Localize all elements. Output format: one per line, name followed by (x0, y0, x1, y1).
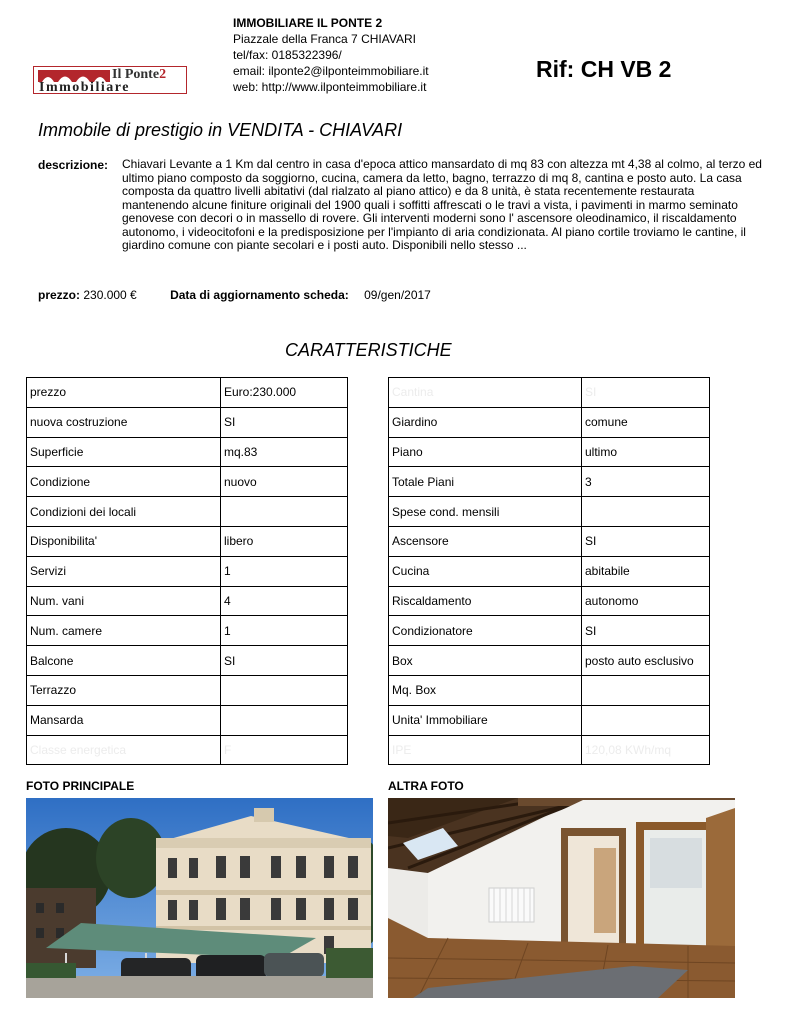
feature-value: libero (221, 526, 348, 556)
feature-key: Ascensore (389, 526, 582, 556)
feature-value (221, 497, 348, 527)
price-label: prezzo: (38, 288, 80, 302)
description-label: descrizione: (38, 158, 109, 172)
agency-email[interactable]: email: ilponte2@ilponteimmobiliare.it (233, 64, 429, 78)
agency-logo (33, 66, 187, 94)
feature-key: Mq. Box (389, 675, 582, 705)
building-exterior-image (26, 798, 373, 998)
feature-key: Box (389, 646, 582, 676)
feature-row (389, 497, 710, 527)
features-left-body (27, 378, 348, 765)
feature-row (389, 407, 710, 437)
feature-value: abitabile (582, 556, 710, 586)
agency-phone: tel/fax: 0185322396/ (233, 48, 342, 62)
feature-row (27, 378, 348, 408)
features-title: CARATTERISTICHE (285, 340, 452, 360)
agency-info (233, 15, 429, 95)
feature-key: nuova costruzione (27, 407, 221, 437)
feature-value: SI (582, 378, 710, 408)
features-table-left (26, 377, 348, 765)
logo-text-top: Il Ponte2 (112, 67, 167, 82)
feature-value: 4 (221, 586, 348, 616)
feature-key: Totale Piani (389, 467, 582, 497)
feature-row (389, 526, 710, 556)
feature-row (389, 616, 710, 646)
feature-value: mq.83 (221, 437, 348, 467)
feature-row (389, 675, 710, 705)
feature-key: Piano (389, 437, 582, 467)
feature-key: Classe energetica (27, 735, 221, 765)
features-table-right (388, 377, 710, 765)
feature-value: 1 (221, 616, 348, 646)
feature-value: 120,08 KWh/mq (582, 735, 710, 765)
feature-value: Euro:230.000 (221, 378, 348, 408)
feature-value (221, 705, 348, 735)
interior-room-image (388, 798, 735, 998)
feature-value: ultimo (582, 437, 710, 467)
feature-row (389, 705, 710, 735)
feature-row (27, 556, 348, 586)
feature-row (27, 467, 348, 497)
feature-row (27, 646, 348, 676)
feature-key: Condizionatore (389, 616, 582, 646)
other-photo-label: ALTRA FOTO (388, 779, 464, 793)
feature-row (27, 437, 348, 467)
agency-address: Piazzale della Franca 7 CHIAVARI (233, 32, 416, 46)
feature-value: 1 (221, 556, 348, 586)
feature-value (582, 675, 710, 705)
feature-value: posto auto esclusivo (582, 646, 710, 676)
feature-key: Servizi (27, 556, 221, 586)
feature-key: Condizione (27, 467, 221, 497)
update-date-value: 09/gen/2017 (364, 288, 431, 302)
feature-key: Balcone (27, 646, 221, 676)
feature-value: SI (582, 526, 710, 556)
feature-value (582, 497, 710, 527)
main-photo-label: FOTO PRINCIPALE (26, 779, 135, 793)
feature-row (389, 735, 710, 765)
feature-row (27, 586, 348, 616)
features-right-body (389, 378, 710, 765)
feature-value: nuovo (221, 467, 348, 497)
update-date-label: Data di aggiornamento scheda: (170, 288, 349, 302)
feature-key: IPE (389, 735, 582, 765)
feature-row (389, 378, 710, 408)
reference-code: Rif: CH VB 2 (536, 56, 672, 82)
feature-row (27, 675, 348, 705)
feature-key: Superficie (27, 437, 221, 467)
feature-value: comune (582, 407, 710, 437)
logo-text-bottom: Immobiliare (39, 80, 130, 95)
feature-key: Riscaldamento (389, 586, 582, 616)
feature-row (27, 616, 348, 646)
feature-row (389, 467, 710, 497)
feature-key: Mansarda (27, 705, 221, 735)
feature-key: Num. camere (27, 616, 221, 646)
feature-value: F (221, 735, 348, 765)
feature-row (27, 497, 348, 527)
description-text: Chiavari Levante a 1 Km dal centro in casa d'epoca attico mansardato di mq 83 con altezza mt 4,38 al colmo, al terzo ed ultimo piano composto da soggiorno, cucina, camera da letto, bagno, terrazzo di mq 8, cantina e posto auto. La casa composta da quattro livelli abitativi (dal rialzato al piano attico) e da 8 unità, è stata recentemente restaurata mantenendo alcune finiture originali del 1900 quali i soffitti affrescati o le travi a vista, i pavimenti in marmo seminato genovese con decori o in massello di rovere. Gli interventi moderni sono l' ascensore oleodinamico, il riscaldamento autonomo, i videocitofoni e la predisposizione per l'impianto di aria condizionata. Al piano cortile troviamo le cantine, il giardino comune con piante secolari e i posti auto. Disponibili nello stesso ... (122, 157, 762, 252)
feature-value: SI (582, 616, 710, 646)
listing-headline: Immobile di prestigio in VENDITA - CHIAVARI (38, 120, 403, 140)
feature-key: prezzo (27, 378, 221, 408)
feature-row (389, 437, 710, 467)
other-photo[interactable] (388, 798, 735, 998)
feature-key: Cantina (389, 378, 582, 408)
feature-value: SI (221, 407, 348, 437)
feature-value: autonomo (582, 586, 710, 616)
feature-row (27, 407, 348, 437)
feature-value (582, 705, 710, 735)
feature-value: SI (221, 646, 348, 676)
feature-key: Cucina (389, 556, 582, 586)
feature-key: Unita' Immobiliare (389, 705, 582, 735)
feature-key: Spese cond. mensili (389, 497, 582, 527)
feature-key: Terrazzo (27, 675, 221, 705)
feature-row (27, 735, 348, 765)
price-row (38, 288, 431, 302)
price-value: 230.000 € (83, 288, 137, 302)
feature-row (389, 556, 710, 586)
feature-row (389, 586, 710, 616)
feature-key: Condizioni dei locali (27, 497, 221, 527)
agency-website[interactable]: web: http://www.ilponteimmobiliare.it (233, 80, 427, 94)
feature-row (27, 705, 348, 735)
feature-row (27, 526, 348, 556)
main-photo[interactable] (26, 798, 373, 998)
feature-value: 3 (582, 467, 710, 497)
feature-row (389, 646, 710, 676)
feature-value (221, 675, 348, 705)
feature-key: Giardino (389, 407, 582, 437)
feature-key: Disponibilita' (27, 526, 221, 556)
agency-name: IMMOBILIARE IL PONTE 2 (233, 16, 383, 30)
feature-key: Num. vani (27, 586, 221, 616)
